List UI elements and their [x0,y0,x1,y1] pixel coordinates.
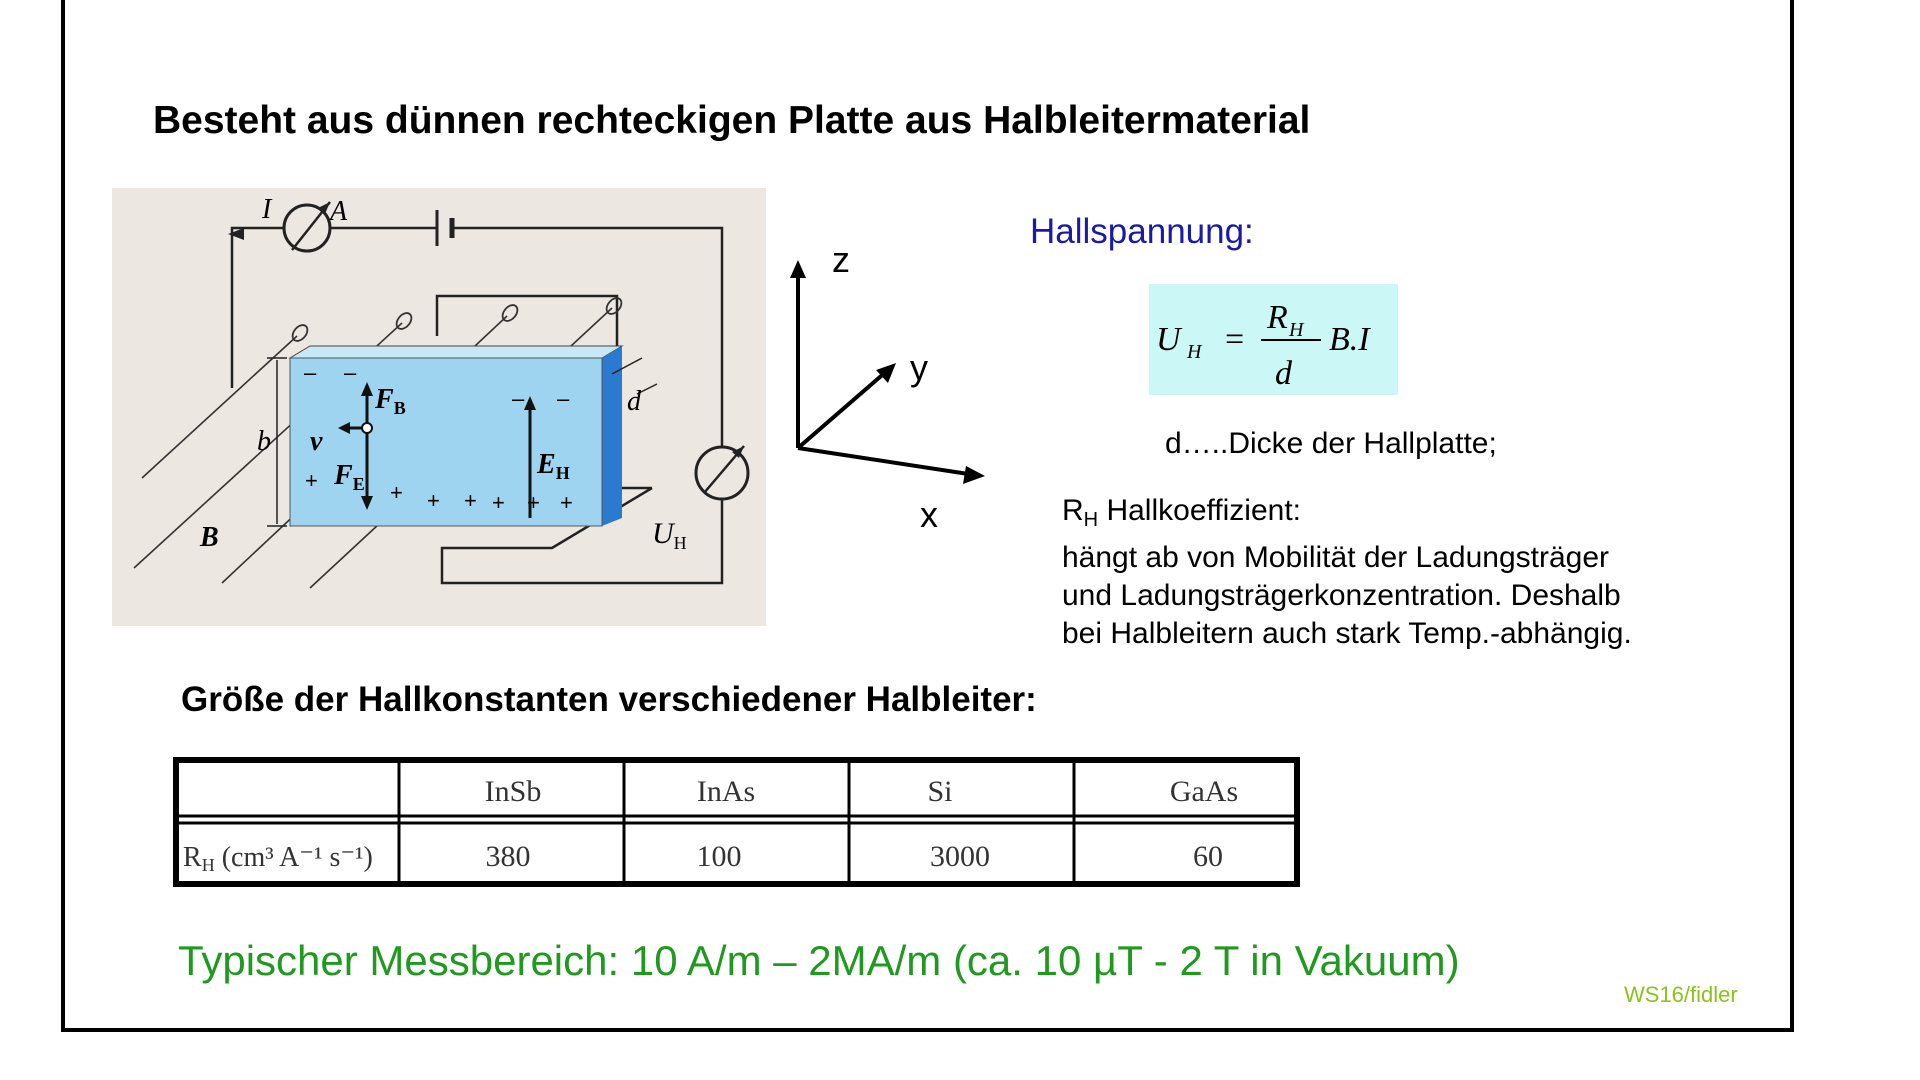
magnetic-field-label: B [200,522,219,553]
table-row-label: RH (cm³ A⁻¹ s⁻¹) [183,842,373,875]
hall-coefficient-line: bei Halbleitern auch stark Temp.-abhängig. [1062,617,1632,650]
field-h-label: $E_H$ [537,449,570,483]
svg-text:+: + [464,488,477,513]
width-label: b [257,426,271,457]
svg-text:R: R [1267,299,1288,336]
svg-text:=: = [1225,321,1245,358]
svg-text:H: H [1187,341,1202,363]
coordinate-axes [770,230,1010,540]
svg-text:+: + [427,488,440,513]
formula-graphic [1149,284,1398,395]
charge-carrier-icon [362,423,372,433]
y-axis-label: y [910,347,928,388]
svg-text:+: + [560,490,573,515]
force-b-label: $F_B$ [375,384,406,418]
hall-constant-table [173,757,1300,887]
svg-text:+: + [305,468,318,493]
svg-text:H: H [1289,319,1304,341]
thickness-note: d…..Dicke der Hallplatte; [1165,427,1497,460]
hall-formula [1149,284,1398,395]
x-axis-label: x [920,494,938,535]
table-cell: 60 [1193,840,1223,873]
svg-text:B.I: B.I [1329,321,1370,358]
hall-coefficient-line: und Ladungsträgerkonzentration. Deshalb [1062,579,1621,612]
table-header: InSb [484,775,542,808]
table-header: InAs [696,775,756,808]
x-arrow-icon [963,466,985,484]
table-title: Größe der Hallkonstanten verschiedener Halbleiter: [181,680,1037,719]
svg-text:d: d [1275,355,1292,392]
table-cell: 100 [696,840,742,873]
hall-effect-figure [112,188,766,626]
svg-text:–: – [512,386,525,411]
velocity-label: v [310,426,323,457]
current-label: I [262,194,272,225]
table-cell: 380 [485,840,531,873]
measurement-range: Typischer Messbereich: 10 A/m – 2MA/m (ca. 10 µT - 2 T in Vakuum) [178,937,1460,984]
footer-credit: WS16/fidler [1624,982,1738,1007]
svg-text:+: + [390,480,403,505]
ammeter-label: A [330,196,348,227]
voltmeter-icon [696,446,748,499]
svg-text:U: U [1156,321,1181,358]
thickness-label: d [627,386,641,417]
svg-text:–: – [557,386,570,411]
table-cell: 3000 [930,840,990,873]
table-header: GaAs [1169,775,1239,808]
hall-coefficient-block [1062,492,1632,653]
z-axis-label: z [832,239,850,280]
svg-text:+: + [527,490,540,515]
force-e-label: $F_E$ [334,460,365,494]
svg-text:–: – [304,360,317,385]
slide-heading: Besteht aus dünnen rechteckigen Platte aus Halbleitermaterial [153,99,1311,142]
voltage-label: $U_H$ [652,517,687,553]
hall-coefficient-title: $R_H$ Hallkoeffizient: [1062,494,1302,531]
x-axis [798,448,975,475]
hall-coefficient-line: hängt ab von Mobilität der Ladungsträger [1062,541,1610,574]
hall-voltage-label: Hallspannung: [1030,212,1254,251]
table-header: Si [927,775,953,808]
y-axis [798,370,888,448]
z-arrow-icon [790,260,806,278]
svg-text:+: + [492,490,505,515]
svg-text:–: – [344,360,357,385]
